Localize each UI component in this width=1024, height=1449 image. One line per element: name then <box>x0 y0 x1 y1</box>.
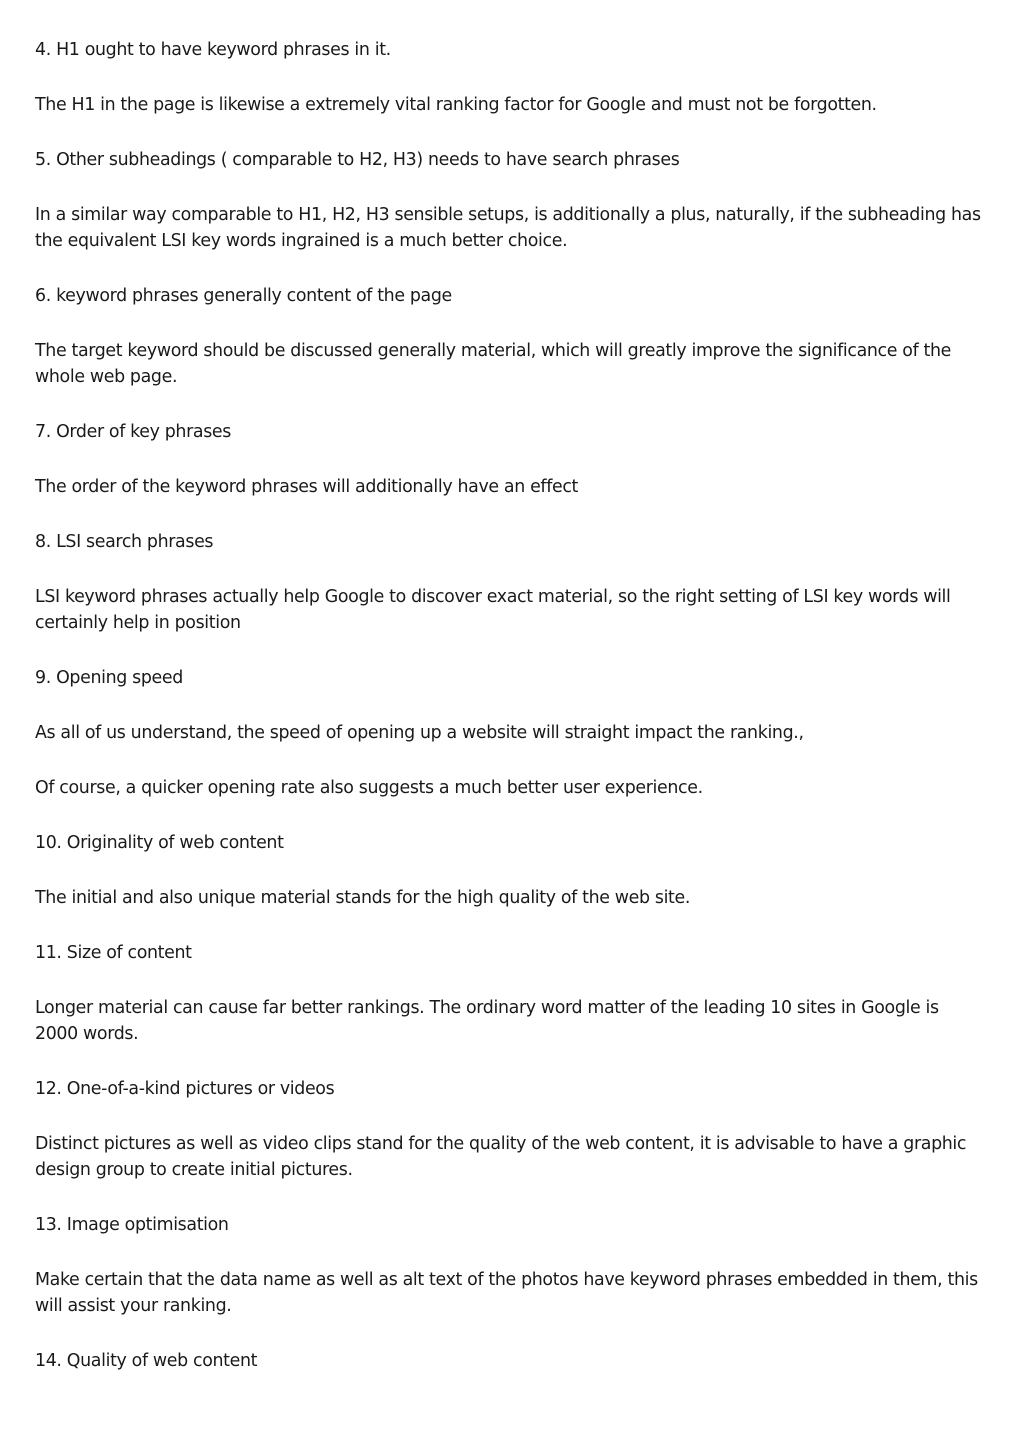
paragraph-opening-speed: As all of us understand, the speed of opening up a website will straight impact the ranking., <box>35 723 804 743</box>
paragraph-opening-rate: Of course, a quicker opening rate also suggests a much better user experience. <box>35 778 703 798</box>
paragraph-keyword-order: The order of the keyword phrases will additionally have an effect <box>35 477 579 497</box>
paragraph-image-optimisation: Make certain that the data name as well as alt text of the photos have keyword phrases embedded in them, this will assist your ranking. <box>35 1270 978 1316</box>
heading-image-optimisation: 13. Image optimisation <box>35 1215 229 1235</box>
paragraph-subheadings: In a similar way comparable to H1, H2, H3 sensible setups, is additionally a plus, naturally, if the subheading has the equivalent LSI key words ingrained is a much better choice. <box>35 205 981 251</box>
heading-keyword-content: 6. keyword phrases generally content of the page <box>35 286 452 306</box>
heading-unique-media: 12. One-of-a-kind pictures or videos <box>35 1079 335 1099</box>
paragraph-h1-ranking: The H1 in the page is likewise a extremely vital ranking factor for Google and must not be forgotten. <box>35 95 877 115</box>
heading-content-quality: 14. Quality of web content <box>35 1351 258 1371</box>
paragraph-lsi: LSI keyword phrases actually help Google to discover exact material, so the right setting of LSI key words will certainly help in position <box>35 587 951 633</box>
heading-opening-speed: 9. Opening speed <box>35 668 183 688</box>
heading-content-size: 11. Size of content <box>35 943 192 963</box>
heading-h1-keywords: 4. H1 ought to have keyword phrases in it. <box>35 40 391 60</box>
heading-originality: 10. Originality of web content <box>35 833 284 853</box>
paragraph-keyword-content: The target keyword should be discussed generally material, which will greatly improve the significance of the whole web page. <box>35 341 952 387</box>
paragraph-unique-media: Distinct pictures as well as video clips stand for the quality of the web content, it is advisable to have a graphic design group to create initial pictures. <box>35 1134 967 1180</box>
heading-subheadings: 5. Other subheadings ( comparable to H2, H3) needs to have search phrases <box>35 150 680 170</box>
heading-lsi: 8. LSI search phrases <box>35 532 214 552</box>
paragraph-originality: The initial and also unique material stands for the high quality of the web site. <box>35 888 691 908</box>
paragraph-content-size: Longer material can cause far better rankings. The ordinary word matter of the leading 10 sites in Google is 2000 words. <box>35 998 939 1044</box>
document-page <box>35 37 985 1403</box>
heading-keyword-order: 7. Order of key phrases <box>35 422 231 442</box>
